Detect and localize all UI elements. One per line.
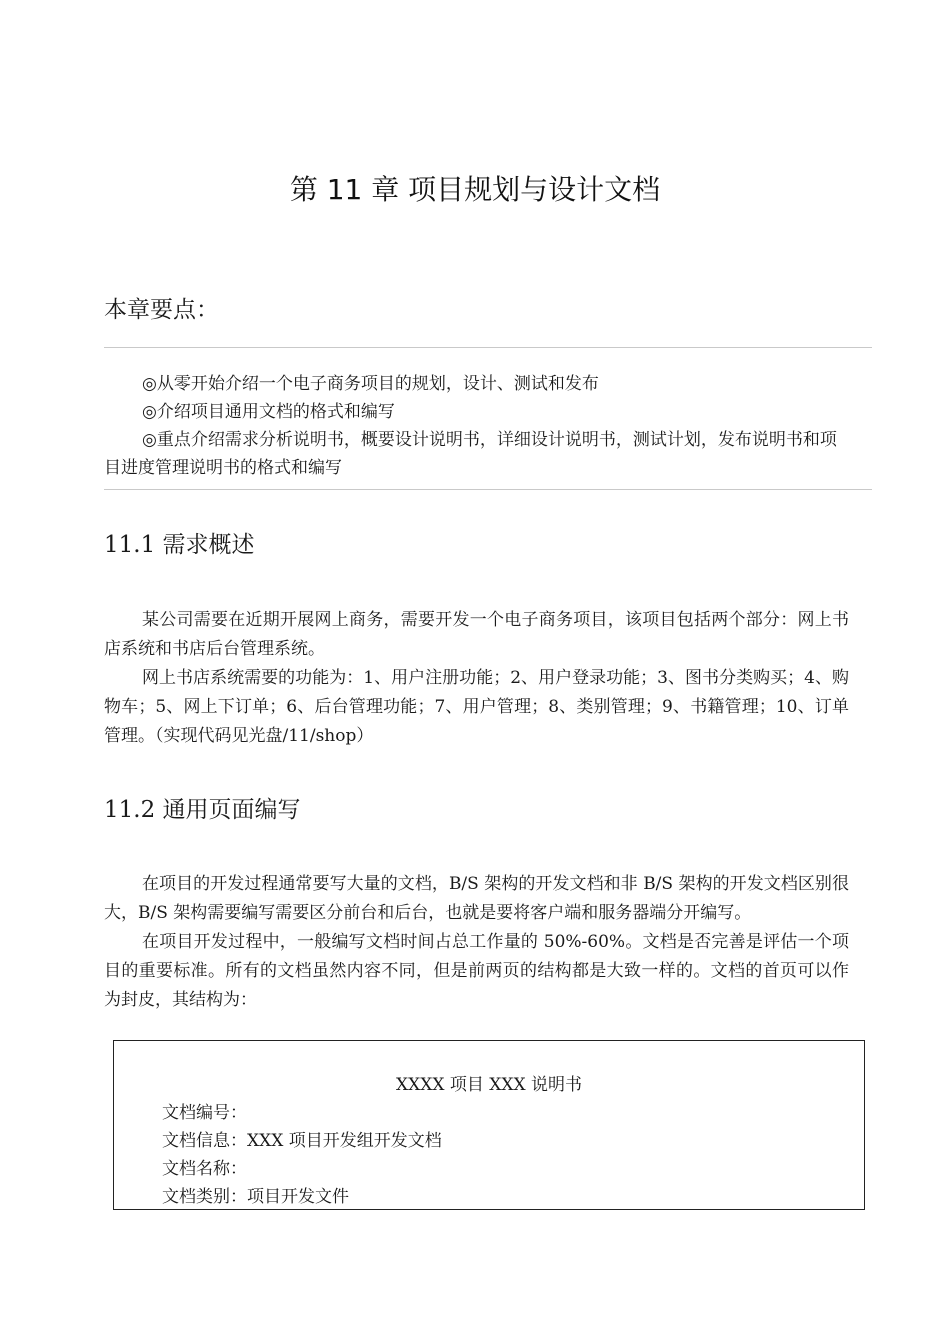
chapter-title: 第 11 章 项目规划与设计文档 bbox=[289, 173, 661, 206]
cover-field: 文档类别：项目开发文件 bbox=[162, 1187, 349, 1207]
key-point-item: ◎介绍项目通用文档的格式和编写 bbox=[142, 402, 395, 422]
cover-template-box bbox=[113, 1040, 865, 1210]
divider-top bbox=[104, 347, 872, 348]
divider-bottom bbox=[104, 489, 872, 490]
section-11-2-body bbox=[104, 870, 849, 1015]
key-point-item: ◎重点介绍需求分析说明书，概要设计说明书，详细设计说明书，测试计划，发布说明书和项目进度管理说明书的格式和编写 bbox=[104, 430, 837, 478]
key-points-list bbox=[104, 370, 849, 482]
key-point-item: ◎从零开始介绍一个电子商务项目的规划，设计、测试和发布 bbox=[142, 374, 599, 394]
paragraph: 在项目的开发过程通常要写大量的文档，B/S 架构的开发文档和非 B/S 架构的开发文档区别很大，B/S 架构需要编写需要区分前台和后台，也就是要将客户端和服务器端分开编写。 bbox=[104, 874, 849, 923]
paragraph: 网上书店系统需要的功能为：1、用户注册功能；2、用户登录功能；3、图书分类购买；4、购物车；5、网上下订单；6、后台管理功能；7、用户管理；8、类别管理；9、书籍管理；10、订单管理。（实现代码见光盘/11/shop） bbox=[104, 668, 849, 746]
cover-field: 文档信息：XXX 项目开发组开发文档 bbox=[162, 1131, 442, 1151]
cover-field: 文档编号： bbox=[162, 1103, 247, 1123]
paragraph: 在项目开发过程中，一般编写文档时间占总工作量的 50%-60%。文档是否完善是评估一个项目的重要标准。所有的文档虽然内容不同，但是前两页的结构都是大致一样的。文档的首页可以作为封皮，其结构为： bbox=[104, 932, 849, 1010]
cover-field: 文档名称： bbox=[162, 1159, 247, 1179]
section-11-1-body bbox=[104, 606, 849, 751]
cover-fields bbox=[162, 1099, 442, 1211]
section-heading-11-1: 11.1 需求概述 bbox=[104, 532, 255, 558]
section-heading-11-2: 11.2 通用页面编写 bbox=[104, 797, 301, 823]
cover-title: XXXX 项目 XXX 说明书 bbox=[396, 1075, 582, 1095]
paragraph: 某公司需要在近期开展网上商务，需要开发一个电子商务项目，该项目包括两个部分：网上书店系统和书店后台管理系统。 bbox=[104, 610, 849, 659]
key-points-heading: 本章要点： bbox=[104, 297, 219, 323]
